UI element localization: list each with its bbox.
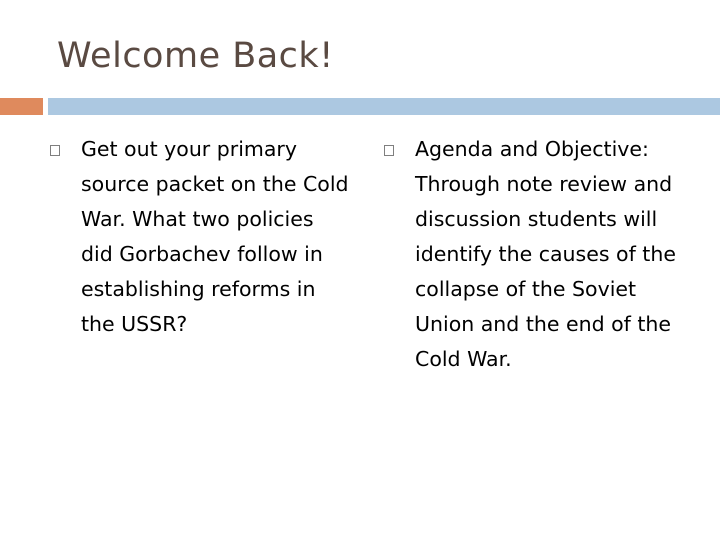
right-bullet-text: Agenda and Objective: Through note review and discussion students will identify the causes of the collapse of the Soviet Union and the end of the Cold War.	[415, 137, 676, 371]
left-column	[50, 132, 350, 342]
title-rule-bar	[48, 98, 720, 115]
square-bullet-icon	[50, 145, 60, 156]
title-accent-bar	[0, 98, 43, 115]
right-column	[384, 132, 684, 377]
left-bullet-item	[50, 132, 350, 342]
right-bullet-item	[384, 132, 684, 377]
left-bullet-text: Get out your primary source packet on the Cold War. What two policies did Gorbachev follow in establishing reforms in the USSR?	[81, 137, 349, 336]
slide-title: Welcome Back!	[57, 36, 334, 76]
square-bullet-icon	[384, 145, 394, 156]
